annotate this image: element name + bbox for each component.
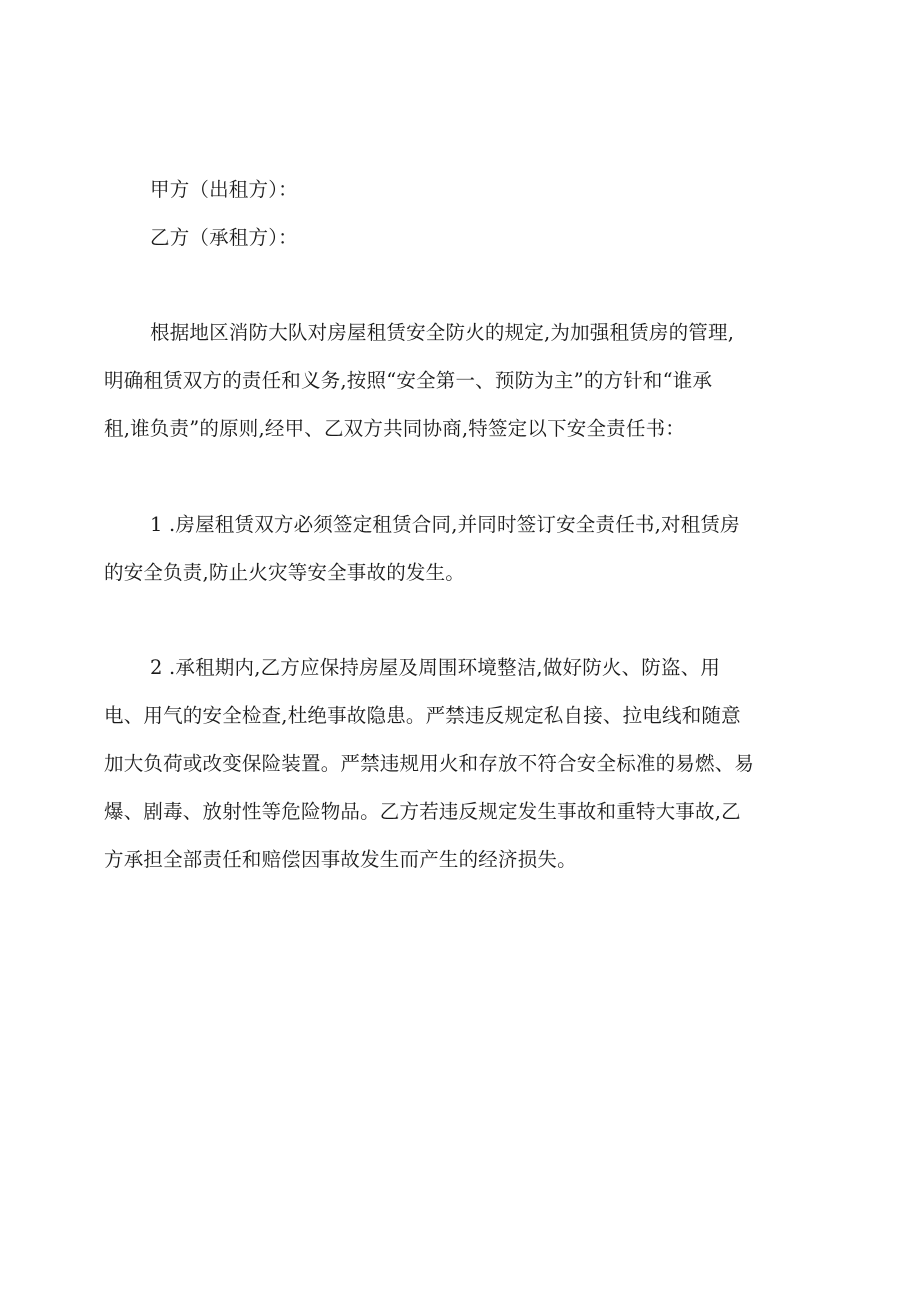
party-b-label: 乙方（承租方）： bbox=[150, 226, 298, 249]
clause-2-line-1: 2 .承租期内,乙方应保持房屋及周围环境整洁,做好防火、防盗、用 bbox=[150, 656, 721, 679]
clause-1-line-2: 的安全负责,防止火灾等安全事故的发生。 bbox=[104, 561, 465, 584]
party-a-label: 甲方（出租方）： bbox=[150, 178, 298, 201]
clause-2-line-2: 电、用气的安全检查,杜绝事故隐患。严禁违反规定私自接、拉电线和随意 bbox=[104, 704, 741, 727]
intro-line-3: 租,谁负责”的原则,经甲、乙双方共同协商,特签定以下安全责任书： bbox=[104, 417, 685, 440]
clause-1-line-1: 1 .房屋租赁双方必须签定租赁合同,并同时签订安全责任书,对租赁房 bbox=[150, 513, 740, 536]
intro-line-1: 根据地区消防大队对房屋租赁安全防火的规定,为加强租赁房的管理, bbox=[150, 321, 735, 344]
clause-2-line-4: 爆、剧毒、放射性等危险物品。乙方若违反规定发生事故和重特大事故,乙 bbox=[104, 800, 741, 823]
intro-line-2: 明确租赁双方的责任和义务,按照“安全第一、预防为主”的方针和“谁承 bbox=[104, 369, 713, 392]
clause-2-line-5: 方承担全部责任和赔偿因事故发生而产生的经济损失。 bbox=[104, 848, 577, 871]
clause-2-line-3: 加大负荷或改变保险装置。严禁违规用火和存放不符合安全标准的易燃、易 bbox=[104, 752, 755, 775]
